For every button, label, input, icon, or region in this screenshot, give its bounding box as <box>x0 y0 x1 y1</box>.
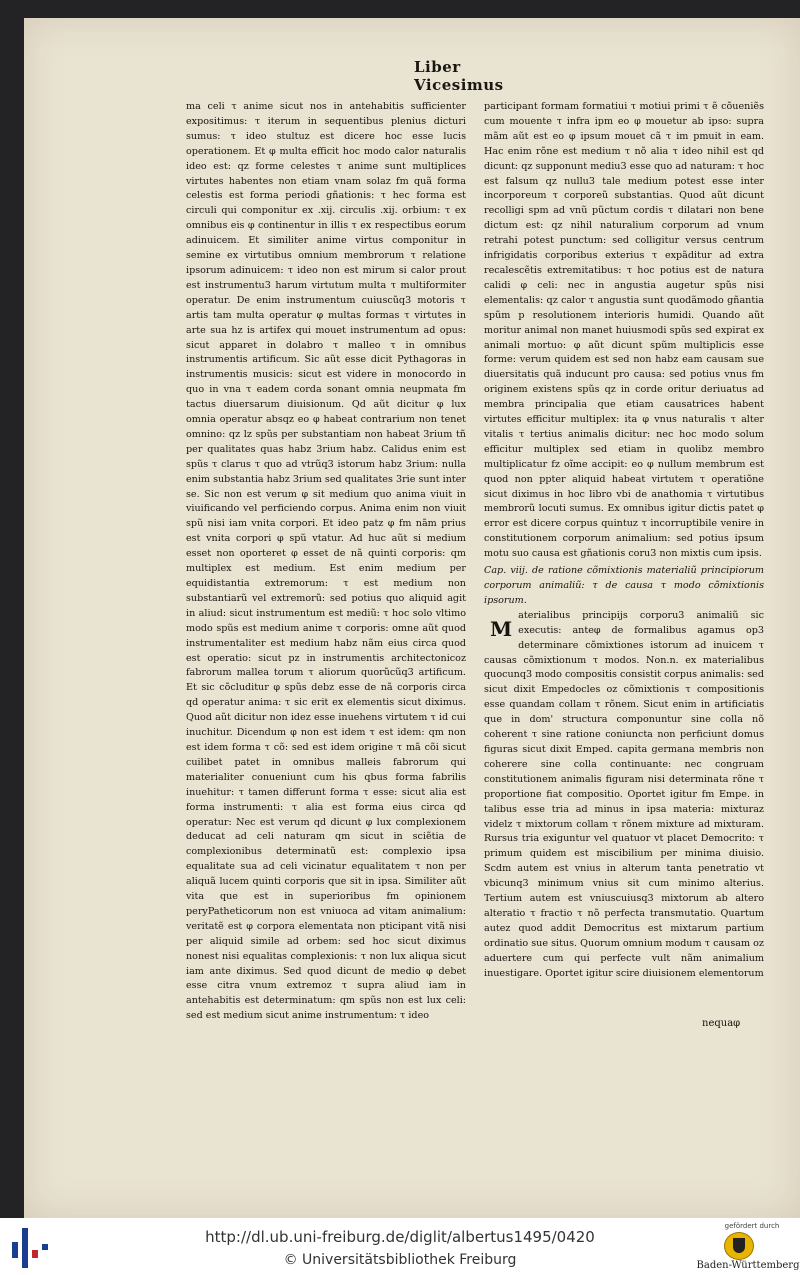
left-column-text: ma celi τ anime sicut nos in antehabitis sufficienter expositimus: τ iterum in sequentibus plenius dicturi sumus: τ ideo stultuz est dicere hoc esse lucis operationem. Et φ multa efficit hoc modo calor naturalis ideo est: qz forme celestes τ anime sunt multiplices virtutes habentes non etiam vnam solaz fm quã forma celestis est forma periodi gñationis: τ hec forma est circuli qui componitur ex .xij. circulis .xij. orbium: τ ex omnibus eis φ continentur in illis τ ex respectibus eorum adinuicem. Et similiter anime virtus componitur in semine ex virtutibus omnium membrorum τ relatione ipsorum adinuicem: τ ideo non est mirum si calor prout est instrumentu3 harum virtutum multa τ multiformiter operatur. De enim instrumentum cuiuscũq3 motoris τ artis tam multa operatur φ multas formas τ virtutes in arte sua hz is artifex qui mouet instrumentum ad opus: sicut apparet in dolabro τ malleo τ in omnibus instrumentis artificum. Sic aũt esse dicit Pythagoras in instrumentis musicis: sicut est videre in monocordo in quo in vna τ eadem corda sonant omnia neupmata fm tactus diuersarum diuisionum. Qd aũt dicitur φ lux omnia operatur absqz eo φ habeat contrarium non tenet omnino: qz lz spũs per substantiam non habeat 3rium tñ per qualitates quas habz 3rium habz. Calidus enim est spũs τ clarus τ quo ad vtrũq3 istorum habz 3rium: nulla enim substantia habz 3rium sed qualitates 3rie sunt inter se. Sic non est verum φ sit medium quo anima viuit in viuificando vel perficiendo corpus. Anima enim non viuit spũ nisi iam vnita corpori. Et ideo patz φ fm nãm prius est vnita corpori φ spũ vtatur. Ad huc aũt si medium esset non oporteret φ esset de nã quinti corporis: qm multiplex est medium. Est enim medium per equidistantia extremorum: τ est medium non substantiarũ vel extremorũ: sed potius quo aliquid agit in aliud: sicut instrumentum est mediũ: τ hoc solo vltimo modo spũs est medium anime τ corporis: omne aũt quod instrumentaliter est medium habz nãm eius circa quod est operatio: sicut pz in instrumentis architectonicoz fabrorum mallea torum τ aliorum quorũcũq3 artificum. Et sic cõcluditur φ spũs debz esse de nã corporis circa qd operatur anima: τ sic erit ex elementis sicut diximus. Quod aũt dicitur non idez esse inuehens virtutem τ id cui inuchitur. Dicendum φ non est idem τ est idem: qm non est idem forma τ cõ: sed est idem origine τ mã cõi sicut cuilibet patet in omnibus malleis fabrorum qui materialiter conueniunt cum his qbus forma fabrilis inuehitur: τ tamen differunt forma τ esse: sicut alia est forma instrumenti: τ alia est forma eius circa qd operatur: Nec est verum qd dicunt φ lux complexionem deducat ad celi naturam qm sicut in sciẽtia de complexionibus determinatũ est: complexio ipsa equalitate sua ad celi vicinatur equalitatem τ non per aliquã lucem quinti corporis que sit in ipsa. Similiter aũt vita que est in superioribus fm opinionem peryPatheticorum non est vniuoca ad vitam animalium: veritatẽ est φ corpora elementata non pticipant vitã nisi per aliquid simile ad orbem: sed hoc sicut diximus nonest nisi equalitas complexionis: τ non lux aliqua sicut iam ante diximus. Sed quod dicunt de medio φ debet esse citra vnum extremoz τ supra aliud iam in antehabitis est determinatum: qm spũs non est lux celi: sed est medium sicut anime instrumentum: τ ideo <box>186 101 466 1020</box>
right-column-body: aterialibus principijs corporu3 animaliũ sic executis: anteφ de formalibus agamus op3 determinare cõmixtiones istorum ad inuicem τ causas cõmixtionum τ modos. Non.n. ex materialibus quocunq3 modo compositis consistit corpus animalis: sed sicut dixit Empedocles oz cõmixtionis τ compositionis esse quandam collam τ rõnem. Sicut enim in artificiatis que in dom' structura componuntur sine colla nõ coherent τ sine ratione coniuncta non perficiunt domus figuras sicut dixit Emped. capita germana membris non coherere sine colla continuante: nec congruam constitutionem animalis figuram nisi determinata rõne τ proportione fiat compositio. Oportet igitur fm Empe. in talibus esse tria ad minus in ipsa materia: mixturaz videlz τ mixtorum collam τ rõnem mixture ad mixturam. Rursus tria exiguntur vel quatuor vt placet Democrito: τ primum quidem est miscibilium per minima diuisio. Scdm autem est vnius in alterum tanta penetratio vt vbicunq3 minimum vnius sit cum minimo alterius. Tertium autem est vniuscuiusq3 mixtorum ab altero alteratio τ fractio τ nõ perfecta transmutatio. Quartum autez quod addit Democritus est mixtarum partium ordinatio sue situs. Quorum omnium modum τ causam oz aduertere cum qui perfecte vult nãm animalium inuestigare. Oportet igitur scire diuisionem elementorum <box>484 609 764 979</box>
drop-initial: M <box>490 616 513 641</box>
left-text-column <box>186 100 466 1020</box>
sponsor-name: Baden-Württemberg <box>696 1260 800 1271</box>
chapter-heading: Cap. viij. de ratione cõmixtionis materialiũ principiorum corporum animaliũ: τ de causa τ modo cõmixtionis ipsorum. <box>484 565 764 606</box>
permalink-url[interactable]: http://dl.ub.uni-freiburg.de/diglit/albertus1495/0420 <box>205 1228 595 1246</box>
sponsor-label: gefördert durch <box>724 1222 780 1230</box>
viewer-footer <box>0 1218 800 1275</box>
copyright-notice: © Universitätsbibliothek Freiburg <box>283 1252 517 1268</box>
chapter-body <box>484 609 764 982</box>
right-text-column <box>484 100 764 1030</box>
running-head: Liber Vicesimus <box>414 58 504 94</box>
right-column-intro: participant formam formatiui τ motiui primi τ ẽ cõueniẽs cum mouente τ infra ipm eo φ mouetur ab ipso: supra mãm aũt est eo φ ipsum mouet cã τ im pmuit in eam. Hac enim rõne est medium τ nõ alia τ ideo nihil est qd dicunt: qz supponunt mediu3 esse quo ad naturam: τ hoc est falsum qz nullu3 tale medium potest esse inter incorporeum τ corporeũ substantias. Quod aũt dicunt recolligi spm ad vnũ pũctum cordis τ dilatari non bene dictum est: qz nihil naturalium corporum ad vnum retrahi potest punctum: sed colligitur versus centrum infrigidatis corporibus exterius τ expãditur ad extra recalescẽtis extremitatibus: τ hoc potius est de natura calidi φ celi: nec in angustia augetur spũs nisi elementalis: qz calor τ angustia sunt quodãmodo gñantia spũm p resolutionem interioris humidi. Quando aũt moritur animal non manet huiusmodi spũs sed expirat ex animali mortuo: φ aũt dicunt spũm multiplicis esse forme: verum quidem est sed non habz eam causam sue diuersitatis quã inducunt pro causa: sed potius vnus fm originem existens spũs qz in corde oritur deriuatus ad membra principalia que etiam causatrices habent virtutes efficitur multiplex: ita φ vnus naturalis τ alter vitalis τ tertius animalis dicitur: nec hoc modo solum efficitur multiplex sed etiam in quolibz membro multiplicatur fz oĩme accipit: eo φ nullum membrum est quod non ppter aliquid habeat virtutem τ operatiõne sicut diximus in hoc libro vbi de anathomia τ virtutibus membrorũ locuti sumus. Ex omnibus igitur dictis patet φ error est dicere corpus quintuz τ incorruptibile venire in constitutionem corporum animalium: sed potius ipsum motu suo causa est gñationis coru3 non mixtis cum ipsis. <box>484 101 764 560</box>
catchword: nequaφ <box>702 1018 741 1029</box>
state-crest-icon <box>724 1232 754 1260</box>
